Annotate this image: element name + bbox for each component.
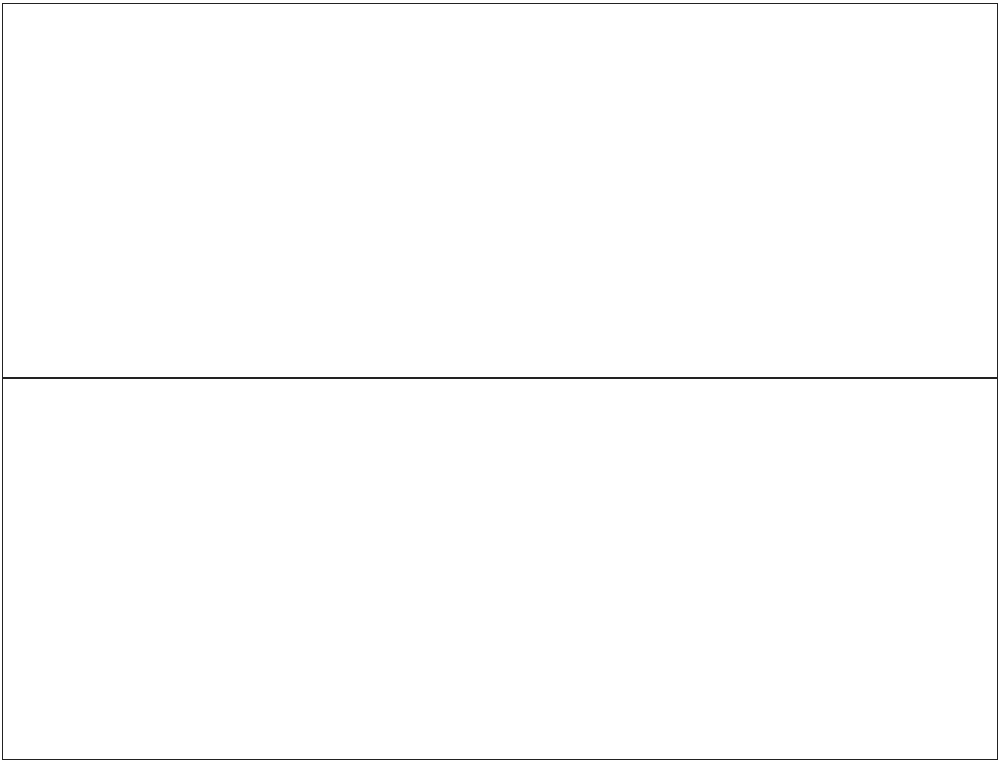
top-section	[2, 3, 998, 378]
bottom-section	[2, 378, 998, 760]
